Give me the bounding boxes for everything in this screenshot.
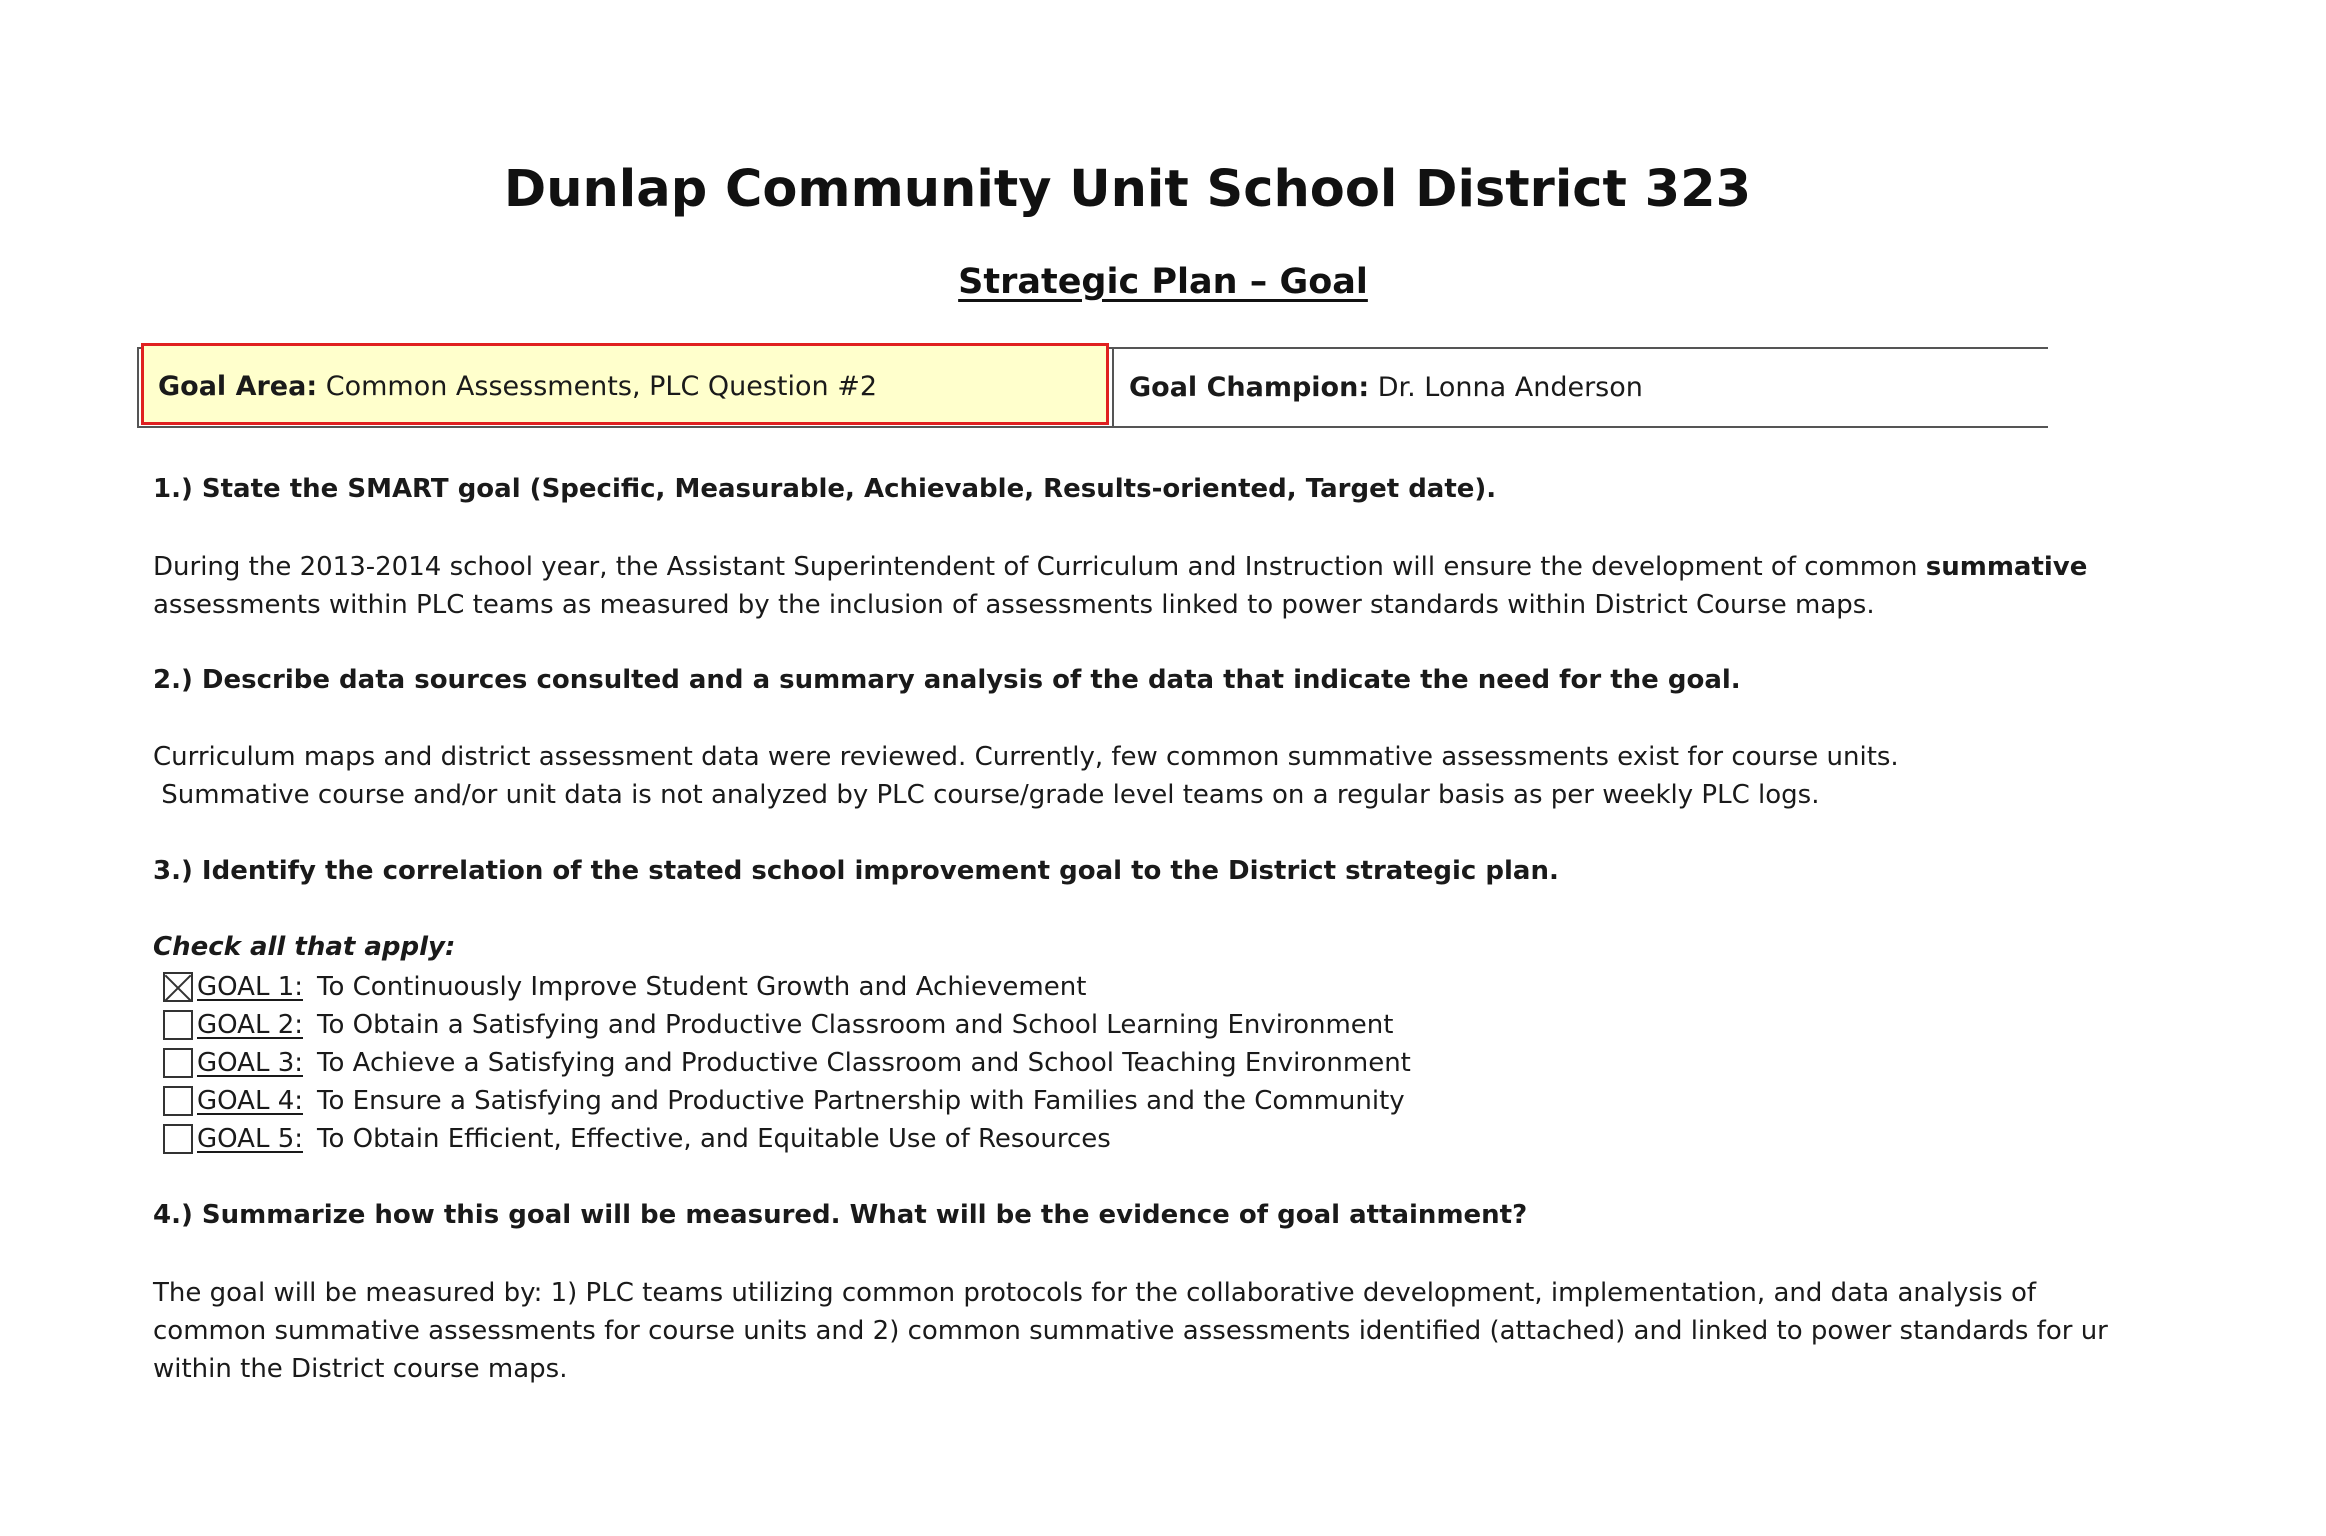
document-title: Dunlap Community Unit School District 323: [503, 160, 1752, 219]
section4-line1: The goal will be measured by: 1) PLC teams utilizing common protocols for the collaborative development, implementation, and data analysis of: [153, 1278, 2037, 1308]
section2-line1: Curriculum maps and district assessment data were reviewed. Currently, few common summative assessments exist for course units.: [153, 742, 1899, 772]
goal-row-1: [163, 970, 1086, 1004]
section4-line2: common summative assessments for course units and 2) common summative assessments identified (attached) and linked to power standards for ur: [153, 1316, 2108, 1346]
goal-4-label: GOAL 4:: [197, 1086, 303, 1116]
goal-1-label: GOAL 1:: [197, 972, 303, 1002]
goal-row-3: [163, 1046, 1411, 1080]
goal-1-text: To Continuously Improve Student Growth and Achievement: [317, 972, 1087, 1002]
section1-line1: [153, 548, 2087, 586]
section4-paragraph: [153, 1274, 2108, 1388]
goal-champion-cell[interactable]: [1129, 349, 1643, 426]
document-subtitle: Strategic Plan – Goal: [958, 262, 1368, 302]
section2-heading: 2.) Describe data sources consulted and a summary analysis of the data that indicate the need for the goal.: [153, 665, 1741, 695]
goal-3-label: GOAL 3:: [197, 1048, 303, 1078]
goal-info-table: [137, 347, 2048, 428]
goal-4-checkbox[interactable]: [163, 1086, 193, 1116]
goal-4-text: To Ensure a Satisfying and Productive Partnership with Families and the Community: [317, 1086, 1405, 1116]
section1-paragraph: [153, 548, 2087, 624]
section3-heading: 3.) Identify the correlation of the stated school improvement goal to the District strategic plan.: [153, 856, 1559, 886]
goal-row-4: [163, 1084, 1405, 1118]
goal-5-checkbox[interactable]: [163, 1124, 193, 1154]
goal-2-checkbox[interactable]: [163, 1010, 193, 1040]
goal-row-5: [163, 1122, 1111, 1156]
section2-line2: Summative course and/or unit data is not analyzed by PLC course/grade level teams on a regular basis as per weekly PLC logs.: [153, 780, 1820, 810]
goal-3-checkbox[interactable]: [163, 1048, 193, 1078]
section1-heading: 1.) State the SMART goal (Specific, Measurable, Achievable, Results-oriented, Target date).: [153, 474, 1497, 504]
goal-area-label: Goal Area:: [158, 371, 318, 402]
goal-area-cell[interactable]: [141, 343, 1109, 425]
goal-row-2: [163, 1008, 1393, 1042]
goal-area-value: Common Assessments, PLC Question #2: [325, 371, 878, 402]
goal-5-text: To Obtain Efficient, Effective, and Equitable Use of Resources: [317, 1124, 1111, 1154]
goal-2-label: GOAL 2:: [197, 1010, 303, 1040]
goal-champion-value: Dr. Lonna Anderson: [1377, 372, 1643, 403]
goal-5-label: GOAL 5:: [197, 1124, 303, 1154]
section1-line1-text: During the 2013-2014 school year, the Assistant Superintendent of Curriculum and Instruction will ensure the development of common: [153, 552, 1926, 582]
check-all-heading: Check all that apply:: [153, 932, 456, 962]
goal-champion-label: Goal Champion:: [1129, 372, 1370, 403]
goal-3-text: To Achieve a Satisfying and Productive Classroom and School Teaching Environment: [317, 1048, 1411, 1078]
table-divider: [1112, 349, 1114, 426]
section4-heading: 4.) Summarize how this goal will be measured. What will be the evidence of goal attainment?: [153, 1200, 1528, 1230]
section1-line2: assessments within PLC teams as measured by the inclusion of assessments linked to power standards within District Course maps.: [153, 590, 1875, 620]
section4-line3: within the District course maps.: [153, 1354, 568, 1384]
goal-2-text: To Obtain a Satisfying and Productive Classroom and School Learning Environment: [317, 1010, 1394, 1040]
section1-line1-bold: summative: [1925, 552, 2088, 582]
goal-1-checkbox[interactable]: [163, 972, 193, 1002]
section2-paragraph: [153, 738, 1899, 814]
